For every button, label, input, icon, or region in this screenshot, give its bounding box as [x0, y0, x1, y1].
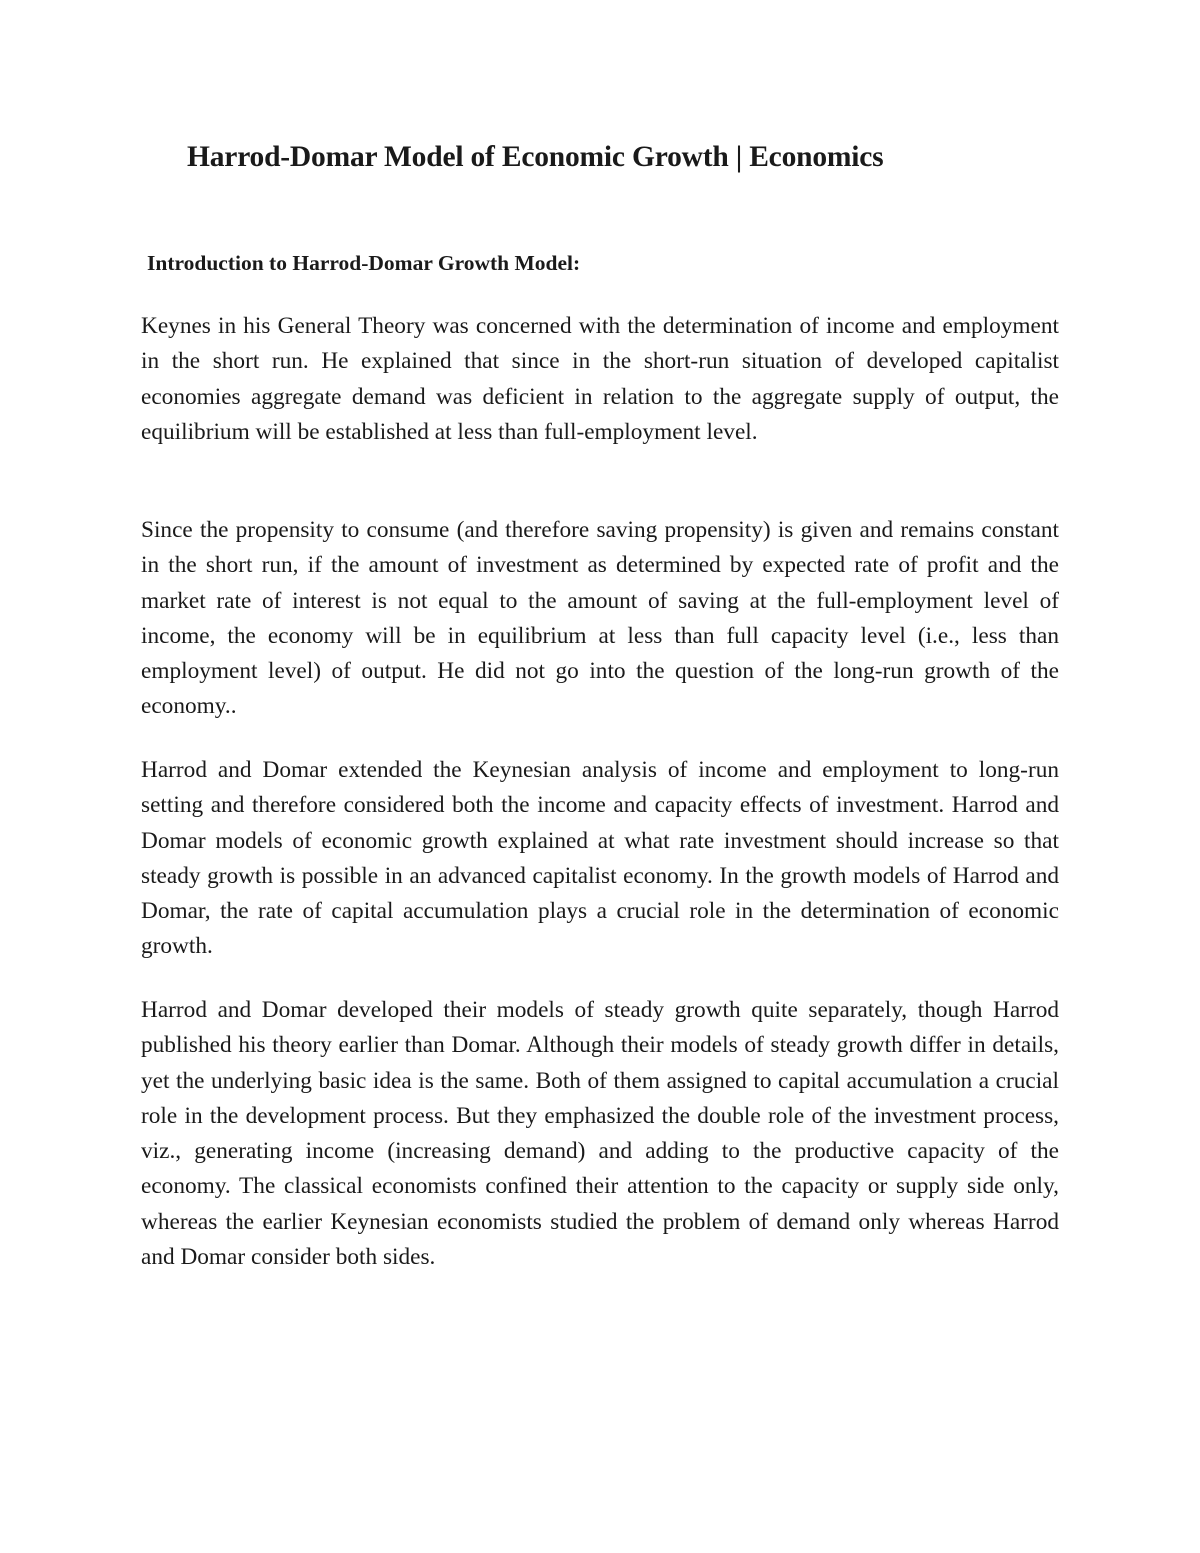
paragraph-2: Since the propensity to consume (and therefore saving propensity) is given and remains constant in the short run, if the amount of investment as determined by expected rate of profit and the market rate of interest is not equal to the amount of saving at the full-employment level of income, the economy will be in equilibrium at less than full capacity level (i.e., less than employment level) of output. He did not go into the question of the long-run growth of the economy..	[141, 517, 1059, 720]
document-title: Harrod-Domar Model of Economic Growth | Economics	[187, 141, 884, 173]
section-heading: Introduction to Harrod-Domar Growth Model:	[147, 251, 581, 275]
paragraph-1: Keynes in his General Theory was concerned with the determination of income and employment in the short run. He explained that since in the short-run situation of developed capitalist economies aggregate demand was deficient in relation to the aggregate supply of output, the equilibrium will be established at less than full-employment level.	[141, 313, 1059, 445]
paragraph-3: Harrod and Domar extended the Keynesian analysis of income and employment to long-run setting and therefore considered both the income and capacity effects of investment. Harrod and Domar models of economic growth explained at what rate investment should increase so that steady growth is possible in an advanced capitalist economy. In the growth models of Harrod and Domar, the rate of capital accumulation plays a crucial role in the determination of economic growth.	[141, 757, 1059, 960]
paragraph-4: Harrod and Domar developed their models of steady growth quite separately, though Harrod published his theory earlier than Domar. Although their models of steady growth differ in details, yet the underlying basic idea is the same. Both of them assigned to capital accumulation a crucial role in the development process. But they emphasized the double role of the investment process, viz., generating income (increasing demand) and adding to the productive capacity of the economy. The classical economists confined their attention to the capacity or supply side only, whereas the earlier Keynesian economists studied the problem of demand only whereas Harrod and Domar consider both sides.	[141, 997, 1059, 1271]
